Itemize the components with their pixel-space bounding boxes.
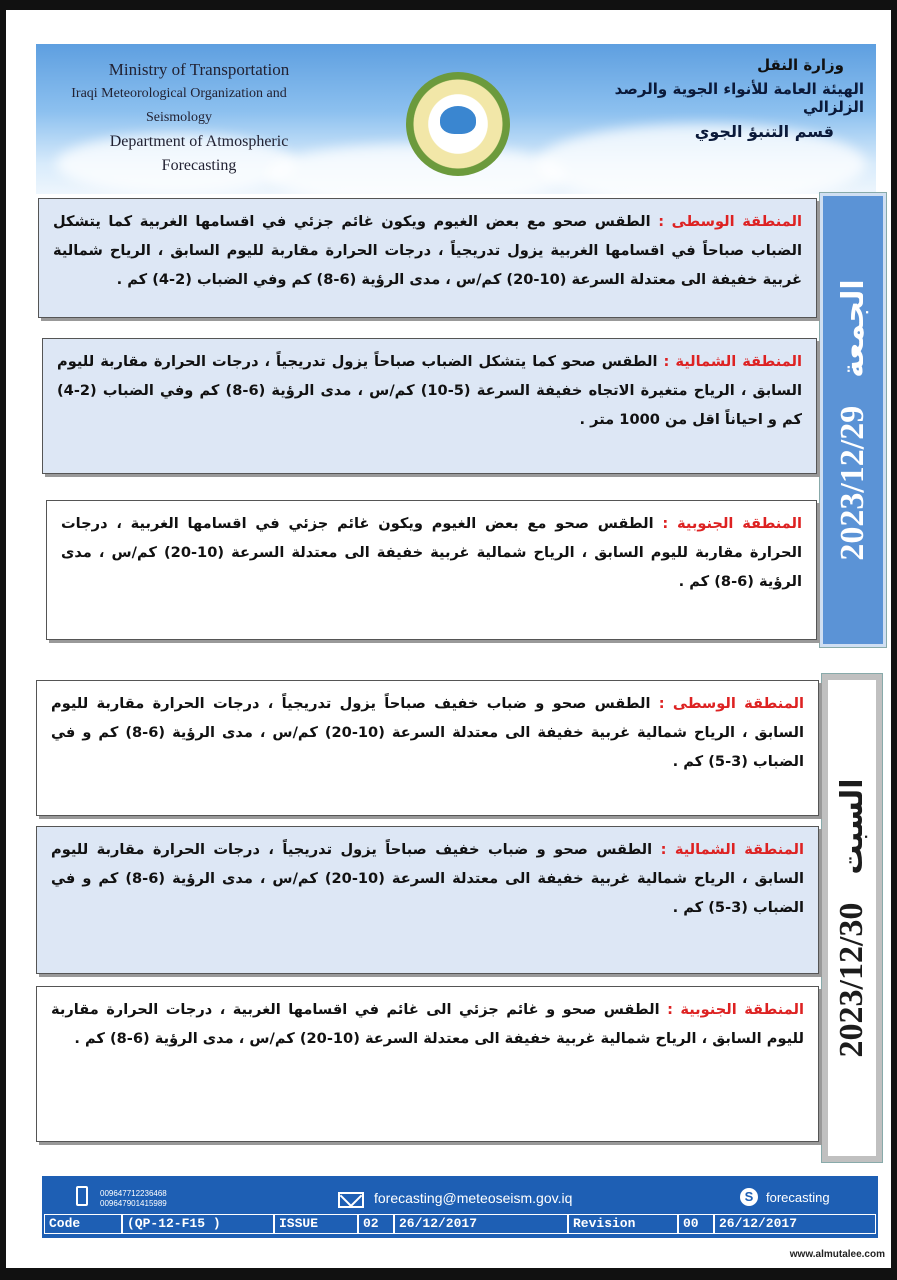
region-label: المنطقة الوسطى : (658, 695, 804, 712)
ministry-name-en: Ministry of Transportation (108, 60, 290, 79)
forecast-document (6, 10, 891, 1268)
forecast-box-day1-south (46, 500, 817, 640)
forecast-text: الطقس صحو مع بعض الغيوم ويكون غائم جزئي في اقسامها الغربية ، درجات الحرارة مقاربة لليوم السابق ، الرياح شمالية غربية خفيفة الى معتدلة السرعة (10-20) كم/س ، مدى الرؤية (6-8) كم . (61, 515, 802, 590)
email-link[interactable]: forecasting@meteoseism.gov.iq (374, 1190, 573, 1206)
document-code-row (44, 1214, 876, 1234)
forecast-box-day2-south (36, 986, 819, 1142)
skype-icon: S (740, 1188, 758, 1206)
department-name-en: Department of Atmospheric Forecasting (109, 133, 289, 174)
region-label: المنطقة الشمالية : (663, 353, 802, 370)
issue-date: 26/12/2017 (394, 1214, 568, 1234)
revision-label: Revision (568, 1214, 678, 1234)
site-watermark: www.almutalee.com (789, 1249, 885, 1260)
date-label: 2023/12/30السبت (833, 778, 870, 1058)
organization-logo-icon (406, 72, 510, 176)
forecast-text: الطقس صحو و غائم جزئي الى غائم في اقسامها الغربية ، درجات الحرارة مقاربة لليوم السابق ، الرياح شمالية غربية خفيفة الى معتدلة السرعة (10-20) كم/س ، مدى الرؤية (6-8) كم . (51, 1001, 804, 1047)
code-label: Code (44, 1214, 122, 1234)
organization-name-ar: الهيئة العامة للأنواء الجوية والرصد الزلزالي (614, 80, 864, 116)
forecast-box-day2-north (36, 826, 819, 974)
email-icon (338, 1192, 364, 1208)
forecast-text: الطقس صحو و ضباب خفيف صباحاً يزول تدريجياً ، درجات الحرارة مقاربة لليوم السابق ، الرياح شمالية غربية خفيفة الى معتدلة السرعة (10-20) كم/س ، مدى الرؤية (6-8) كم و في الضباب (3-5) كم . (51, 695, 804, 770)
header-english-title (71, 58, 314, 178)
phone-numbers (100, 1189, 167, 1209)
ministry-name-ar: وزارة النقل (757, 56, 844, 74)
forecast-text: الطقس صحو و ضباب خفيف صباحاً يزول تدريجياً ، درجات الحرارة مقاربة لليوم السابق ، الرياح شمالية غربية خفيفة الى معتدلة السرعة (10-20) كم/س ، مدى الرؤية (6-8) كم و في الضباب (3-5) كم . (51, 841, 804, 916)
forecast-text: الطقس صحو مع بعض الغيوم ويكون غائم جزئي في اقسامها الغربية كما يتشكل الضباب صباحاً في اقسامها الغربية يزول تدريجياً ، درجات الحرارة مقاربة لليوم السابق ، الرياح شمالية غربية خفيفة الى معتدلة السرعة (10-20) كم/س ، مدى الرؤية (6-8) كم وفي الضباب (2-4) كم . (53, 213, 802, 288)
forecast-box-day2-central (36, 680, 819, 816)
forecast-box-day1-central (38, 198, 817, 318)
phone-icon (76, 1186, 88, 1206)
region-label: المنطقة الشمالية : (660, 841, 804, 858)
header-banner (36, 44, 876, 194)
skype-handle[interactable]: forecasting (766, 1190, 830, 1205)
region-label: المنطقة الوسطى : (658, 213, 802, 230)
date-tab-saturday (822, 674, 882, 1162)
phone-number-1: 009647712236468 (100, 1189, 167, 1198)
code-value: (QP-12-F15 ) (122, 1214, 274, 1234)
forecast-box-day1-north (42, 338, 817, 474)
phone-number-2: 009647901415989 (100, 1199, 167, 1208)
document-footer (42, 1176, 878, 1238)
date-tab-friday (820, 193, 886, 647)
department-name-ar: قسم التنبؤ الجوي (694, 122, 834, 141)
revision-date: 26/12/2017 (714, 1214, 876, 1234)
header-arabic-title (584, 56, 864, 141)
revision-number: 00 (678, 1214, 714, 1234)
region-label: المنطقة الجنوبية : (662, 515, 803, 532)
forecast-text: الطقس صحو كما يتشكل الضباب صباحاً يزول تدريجياً ، درجات الحرارة مقاربة لليوم السابق ، الرياح متغيرة الاتجاه خفيفة السرعة (5-10) كم/س ، مدى الرؤية (6-8) كم وفي الضباب (2-4) كم و احياناً اقل من 1000 متر . (57, 353, 802, 428)
issue-label: ISSUE (274, 1214, 358, 1234)
issue-number: 02 (358, 1214, 394, 1234)
region-label: المنطقة الجنوبية : (667, 1001, 804, 1018)
organization-name-en: Iraqi Meteorological Organization and Seismology (71, 86, 287, 125)
date-label: 2023/12/29الجمعة (834, 279, 871, 561)
